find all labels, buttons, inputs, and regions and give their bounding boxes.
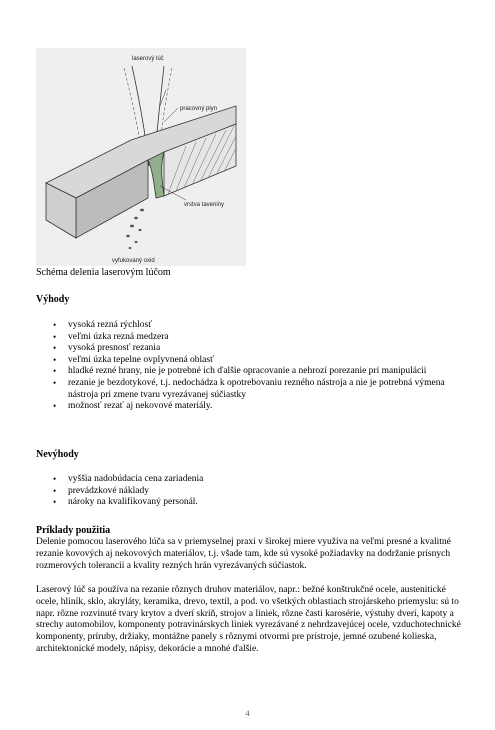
laser-cutting-diagram — [36, 48, 246, 266]
list-item: • vysoká rezná rýchlosť — [36, 320, 456, 332]
list-item: • vysoká presnosť rezania — [36, 343, 456, 355]
page-number: 4 — [245, 709, 250, 718]
list-item: • vyššia nadobúdacia cena zariadenia — [36, 474, 456, 486]
list-item: • veľmi úzka tepelne ovplyvnená oblasť — [36, 355, 456, 367]
advantages-list — [36, 320, 456, 413]
list-item: • možnosť rezať aj nekovové materiály. — [36, 401, 456, 413]
ejected-oxide-particles — [126, 209, 144, 249]
list-item: • nároky na kvalifikovaný personál. — [36, 497, 456, 509]
laser-cutting-illustration — [36, 48, 246, 266]
list-item: • veľmi úzka rezná medzera — [36, 332, 456, 344]
figure-caption: Schéma delenia laserovým lúčom — [36, 267, 171, 278]
disadvantages-heading: Nevýhody — [36, 449, 79, 460]
melt-layer — [148, 152, 164, 198]
examples-paragraph-1: Delenie pomocou laserového lúča sa v priemyselnej praxi v širokej miere využíva na veľmi presné a kvalitné rezanie kovových aj nekovových materiálov, t.j. všade tam, kde sú vysoké požiadavky na dodržanie prísnych rozmerových tolerancií a kvality rezných hrán vyrezávaných súčiastok. — [36, 537, 451, 571]
label-ejected-oxide: vyfukovaný oxid — [112, 258, 155, 264]
examples-paragraph-2: Laserový lúč sa používa na rezanie rôznych druhov materiálov, napr.: bežné konštrukčné ocele, austenitické ocele, hliník, sklo, akryláty, keramika, drevo, textil, a pod. vo všetkých oblastiach strojárskeho priemyslu: sú to napr. rôzne rozvinuté tvary krytov a dverí skríň, strojov a liniek, rôzne časti karosérie, výstuhy dverí, kapoty a strechy automobilov, komponenty potravinárskych liniek vyrezávané z nehrdzavejúcej ocele, vzduchotechnické komponenty, príruby, držiaky, montážne panely s rôznymi otvormi pre prístroje, jemné ozubené kolieska, architektonické modely, nápisy, dekorácie a mnohé ďalšie. — [36, 585, 461, 654]
label-working-gas: pracovný plyn — [180, 106, 218, 112]
disadvantages-list — [36, 474, 456, 509]
list-item: • prevádzkové náklady — [36, 486, 456, 498]
examples-heading: Príklady použitia — [36, 525, 111, 536]
label-melt-layer: vrstva taveniny — [184, 202, 225, 208]
list-item: • hladké rezné hrany, nie je potrebné ich ďalšie opracovanie a nehrozí porezanie pri manipulácii — [36, 366, 456, 378]
list-item: • rezanie je bezdotykové, t.j. nedochádza k opotrebovaniu rezného nástroja a nie je potrebná výmena nástroja pri zmene tvaru vyrezávanej súčiastky — [36, 378, 456, 401]
advantages-heading: Výhody — [36, 294, 70, 305]
label-laser-beam: laserový lúč — [132, 56, 164, 62]
